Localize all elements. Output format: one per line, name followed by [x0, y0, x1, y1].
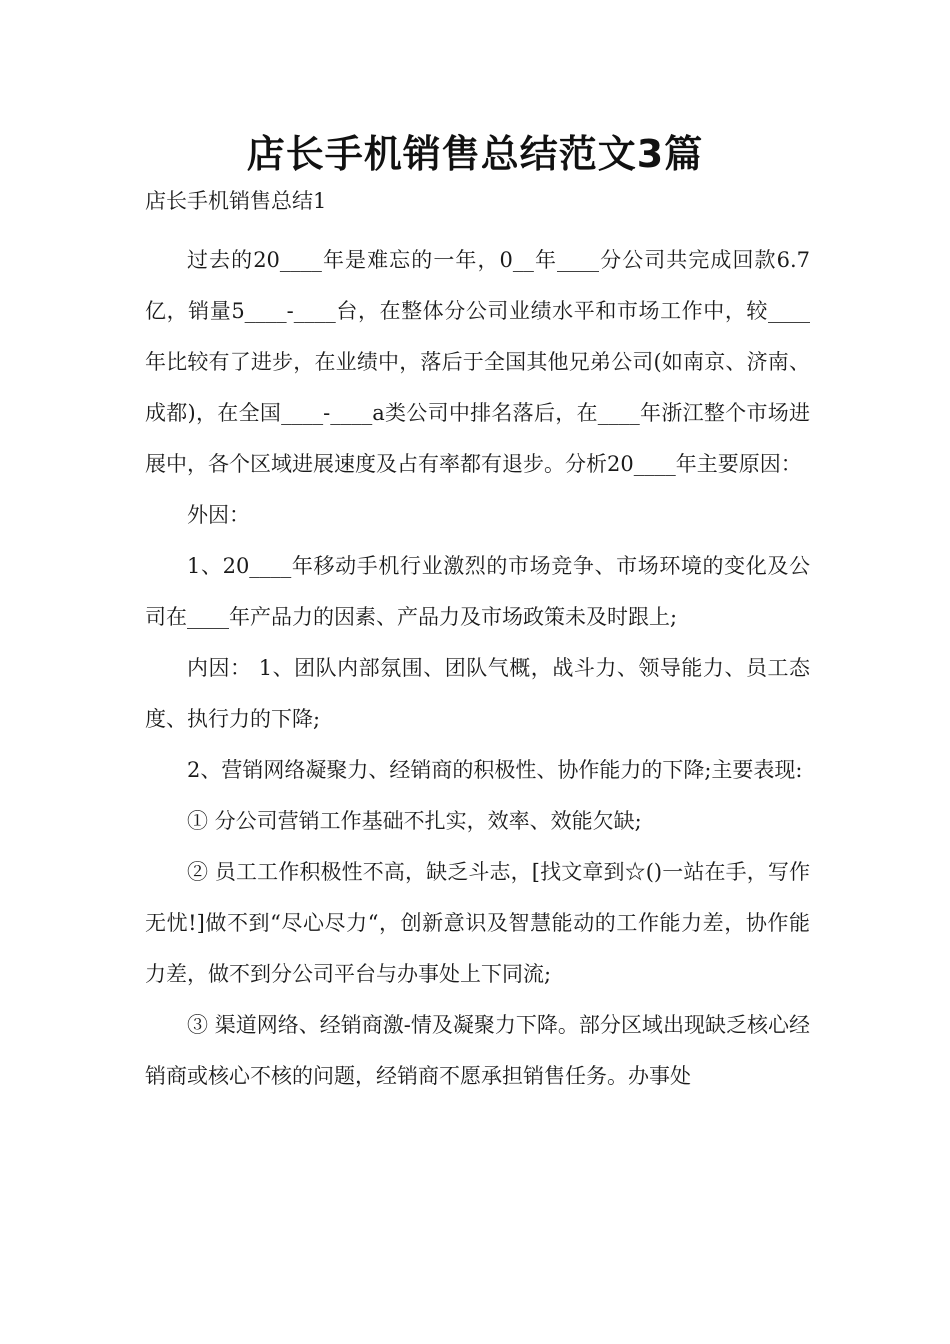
paragraph-point-3: ③ 渠道网络、经销商激-情及凝聚力下降。部分区域出现缺乏核心经销商或核心不核的问题，经销商不愿承担销售任务。办事处	[145, 1013, 810, 1088]
paragraph-intro: 过去的20____年是难忘的一年，0__年____分公司共完成回款6.7亿，销量5____-____台，在整体分公司业绩水平和市场工作中，较____年比较有了进步，在业绩中，落后于全国其他兄弟公司(如南京、济南、成都)，在全国____-____a类公司中排名落后，在____年浙江整个市场进展中，各个区域进展速度及占有率都有退步。分析20____年主要原因：	[145, 248, 810, 476]
document-body	[145, 235, 810, 1102]
paragraph-internal-1: 内因： 1、团队内部氛围、团队气概，战斗力、领导能力、员工态度、执行力的下降;	[145, 656, 810, 731]
paragraph-internal-2: 2、营销网络凝聚力、经销商的积极性、协作能力的下降;主要表现:	[187, 758, 803, 782]
paragraph-point-1: ① 分公司营销工作基础不扎实，效率、效能欠缺;	[187, 809, 642, 833]
paragraph-point-2: ② 员工工作积极性不高，缺乏斗志，[找文章到☆()一站在手，写作无忧!]做不到“尽心尽力“，创新意识及智慧能动的工作能力差，协作能力差，做不到分公司平台与办事处上下同流;	[145, 860, 810, 986]
paragraph-external-1: 1、20____年移动手机行业激烈的市场竞争、市场环境的变化及公司在____年产品力的因素、产品力及市场政策未及时跟上;	[145, 554, 810, 629]
paragraph-external-causes: 外因：	[187, 503, 250, 527]
section-heading: 店长手机销售总结1	[145, 189, 327, 213]
document-title: 店长手机销售总结范文3篇	[246, 132, 704, 176]
